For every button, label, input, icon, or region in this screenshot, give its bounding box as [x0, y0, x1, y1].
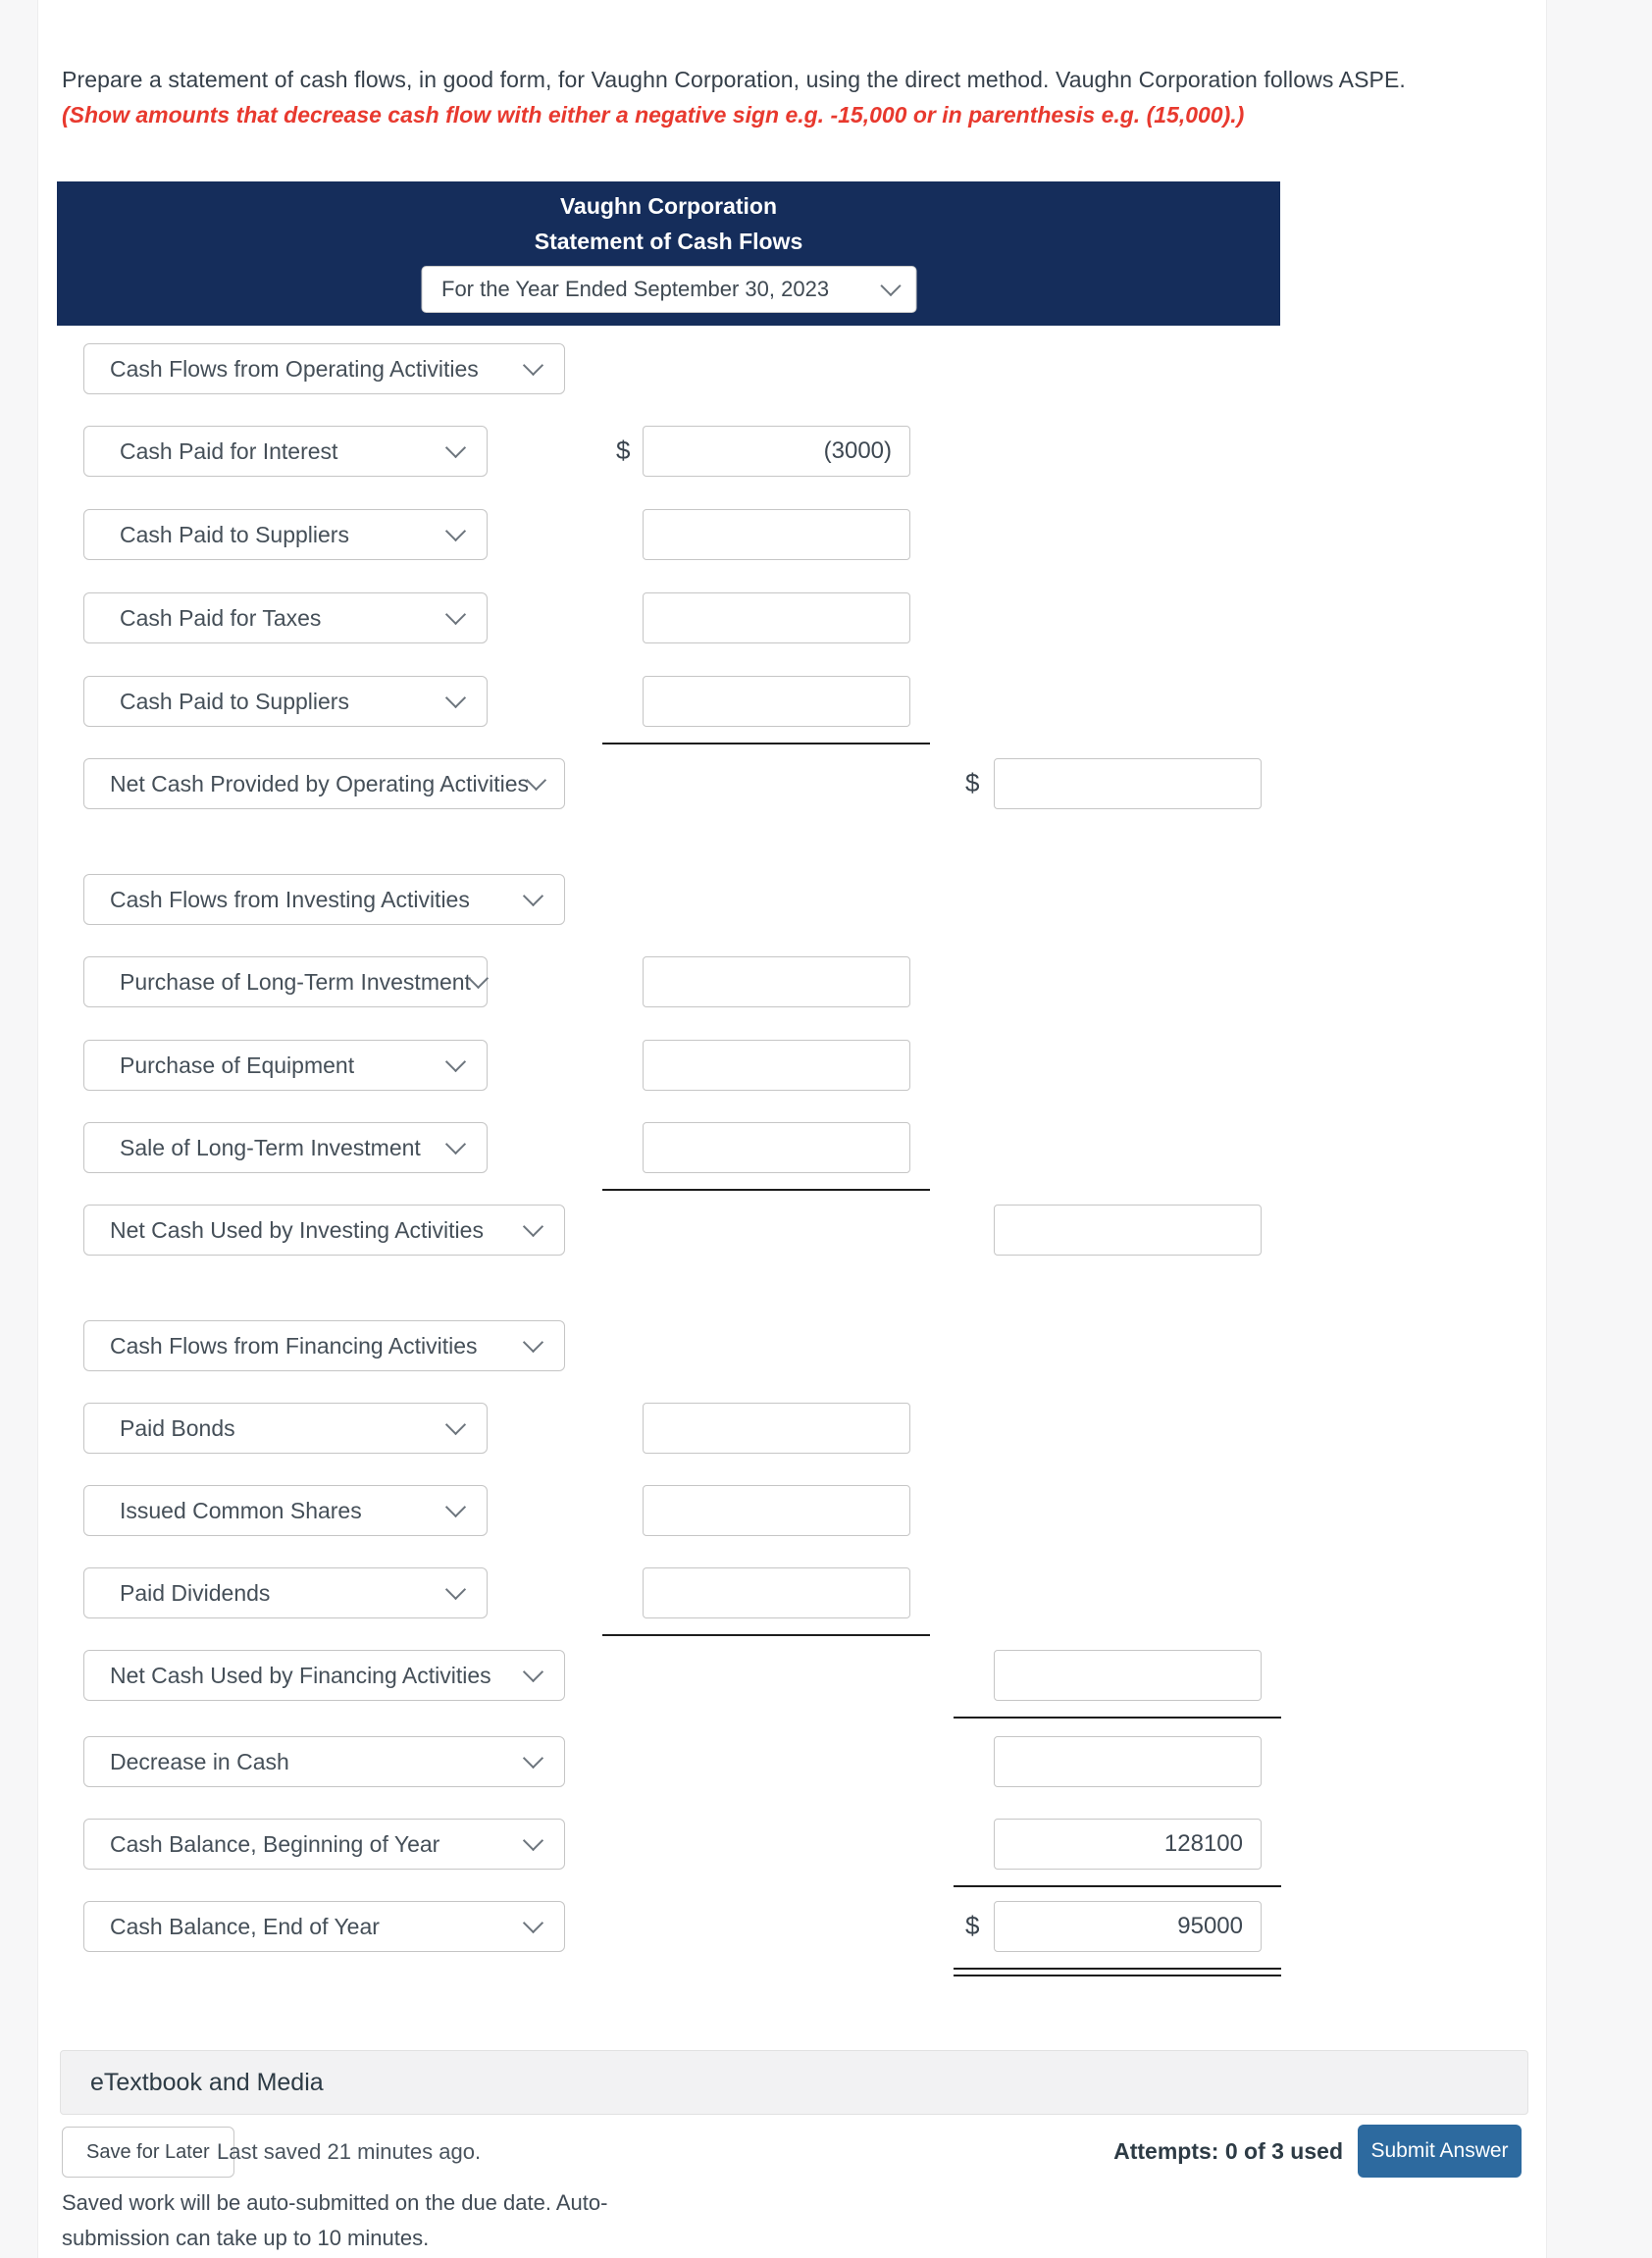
- statement-row: [38, 758, 1548, 809]
- statement-row: [38, 1736, 1548, 1787]
- statement-row: [38, 1205, 1548, 1256]
- amount-input-net-operating[interactable]: [994, 758, 1262, 809]
- account-select-label: Net Cash Used by Financing Activities: [110, 1662, 491, 1688]
- account-select-sale-lti[interactable]: [83, 1122, 488, 1173]
- statement-row: [38, 592, 1548, 643]
- period-dropdown-value: For the Year Ended September 30, 2023: [441, 277, 830, 301]
- statement-row: [38, 874, 1548, 925]
- account-select-label: Cash Balance, End of Year: [110, 1913, 380, 1939]
- amount-input-suppliers-1[interactable]: [643, 509, 910, 560]
- chevron-down-icon: [445, 1134, 466, 1155]
- amount-input-ending-balance[interactable]: [994, 1901, 1262, 1952]
- chevron-down-icon: [523, 1332, 543, 1353]
- statement-row: [38, 1320, 1548, 1371]
- question-card: [37, 0, 1547, 2258]
- autosave-note: Saved work will be auto-submitted on the due date. Auto-submission can take up to 10 minutes.: [62, 2190, 608, 2250]
- account-select-operating-header[interactable]: [83, 343, 565, 394]
- account-select-label: Paid Dividends: [120, 1579, 271, 1606]
- double-underline: [954, 1968, 1281, 1970]
- amount-input-purchase-equipment[interactable]: [643, 1040, 910, 1091]
- account-select-label: Cash Paid to Suppliers: [120, 688, 349, 714]
- account-select-label: Purchase of Equipment: [120, 1052, 355, 1078]
- account-select-net-investing[interactable]: [83, 1205, 565, 1256]
- question-instructions-note: (Show amounts that decrease cash flow with either a negative sign e.g. -15,000 or in parenthesis e.g. (15,000).): [62, 102, 1245, 128]
- subtotal-rule: [602, 743, 930, 744]
- amount-input-issued-shares[interactable]: [643, 1485, 910, 1536]
- account-select-purchase-equipment[interactable]: [83, 1040, 488, 1091]
- chevron-down-icon: [445, 521, 466, 541]
- account-select-label: Issued Common Shares: [120, 1497, 362, 1523]
- amount-input-suppliers-2[interactable]: [643, 676, 910, 727]
- statement-row: [38, 956, 1548, 1007]
- statement-row: [38, 1040, 1548, 1091]
- dollar-sign: $: [965, 768, 980, 797]
- account-select-investing-header[interactable]: [83, 874, 565, 925]
- account-select-net-financing[interactable]: [83, 1650, 565, 1701]
- double-underline: [954, 1975, 1281, 1976]
- account-select-net-operating[interactable]: [83, 758, 565, 809]
- subtotal-rule: [602, 1189, 930, 1191]
- question-instructions: Prepare a statement of cash flows, in good form, for Vaughn Corporation, using the direct method. Vaughn Corporation follows ASPE.: [62, 67, 1406, 92]
- subtotal-rule: [602, 1634, 930, 1636]
- account-select-label: Cash Paid to Suppliers: [120, 521, 349, 547]
- amount-input-beginning-balance[interactable]: [994, 1819, 1262, 1870]
- statement-row: [38, 676, 1548, 727]
- account-select-paid-bonds[interactable]: [83, 1403, 488, 1454]
- amount-input-purchase-lti[interactable]: [643, 956, 910, 1007]
- statement-row: [38, 509, 1548, 560]
- attempts-counter: Attempts: 0 of 3 used: [1113, 2138, 1343, 2164]
- account-select-decrease-cash[interactable]: [83, 1736, 565, 1787]
- account-select-interest[interactable]: [83, 426, 488, 477]
- statement-row: [38, 1567, 1548, 1618]
- account-select-beginning-balance[interactable]: [83, 1819, 565, 1870]
- statement-row: [38, 1403, 1548, 1454]
- amount-input-net-financing[interactable]: [994, 1650, 1262, 1701]
- chevron-down-icon: [880, 276, 901, 296]
- dollar-sign: $: [965, 1911, 980, 1940]
- etextbook-media-label: eTextbook and Media: [90, 2068, 324, 2096]
- subtotal-rule: [954, 1885, 1281, 1887]
- subtotal-rule: [954, 1717, 1281, 1719]
- amount-input-paid-dividends[interactable]: [643, 1567, 910, 1618]
- chevron-down-icon: [523, 1662, 543, 1682]
- chevron-down-icon: [523, 355, 543, 376]
- chevron-down-icon: [445, 1497, 466, 1517]
- amount-input-interest[interactable]: [643, 426, 910, 477]
- submit-answer-button[interactable]: [1358, 2125, 1522, 2178]
- etextbook-media-bar[interactable]: [60, 2050, 1528, 2115]
- chevron-down-icon: [445, 604, 466, 625]
- account-select-label: Cash Flows from Investing Activities: [110, 886, 470, 912]
- chevron-down-icon: [445, 1414, 466, 1435]
- account-select-label: Cash Paid for Interest: [120, 437, 338, 464]
- statement-row: [38, 426, 1548, 477]
- chevron-down-icon: [523, 1748, 543, 1769]
- statement-title: Statement of Cash Flows: [534, 229, 803, 254]
- statement-row: [38, 343, 1548, 394]
- chevron-down-icon: [468, 968, 489, 989]
- chevron-down-icon: [445, 688, 466, 708]
- company-name: Vaughn Corporation: [559, 193, 778, 219]
- amount-input-sale-lti[interactable]: [643, 1122, 910, 1173]
- account-select-suppliers-2[interactable]: [83, 676, 488, 727]
- account-select-financing-header[interactable]: [83, 1320, 565, 1371]
- account-select-label: Purchase of Long-Term Investment: [120, 968, 471, 995]
- account-select-suppliers-1[interactable]: [83, 509, 488, 560]
- save-for-later-label: Save for Later: [86, 2140, 210, 2163]
- account-select-label: Cash Flows from Operating Activities: [110, 355, 479, 382]
- amount-input-paid-bonds[interactable]: [643, 1403, 910, 1454]
- amount-input-taxes[interactable]: [643, 592, 910, 643]
- statement-header: [57, 181, 1280, 326]
- statement-row: [38, 1650, 1548, 1701]
- account-select-label: Net Cash Used by Investing Activities: [110, 1216, 484, 1243]
- account-select-purchase-lti[interactable]: [83, 956, 488, 1007]
- submit-answer-label: Submit Answer: [1370, 2139, 1509, 2162]
- amount-input-decrease-cash[interactable]: [994, 1736, 1262, 1787]
- account-select-label: Net Cash Provided by Operating Activities: [110, 770, 529, 796]
- chevron-down-icon: [445, 437, 466, 458]
- chevron-down-icon: [523, 1830, 543, 1851]
- account-select-taxes[interactable]: [83, 592, 488, 643]
- statement-row: [38, 1485, 1548, 1536]
- period-dropdown[interactable]: [421, 266, 916, 313]
- account-select-label: Paid Bonds: [120, 1414, 235, 1441]
- statement-row: [38, 1122, 1548, 1173]
- account-select-ending-balance[interactable]: [83, 1901, 565, 1952]
- chevron-down-icon: [445, 1052, 466, 1072]
- statement-row: [38, 1819, 1548, 1870]
- account-select-label: Cash Flows from Financing Activities: [110, 1332, 478, 1359]
- account-select-label: Decrease in Cash: [110, 1748, 289, 1774]
- account-select-paid-dividends[interactable]: [83, 1567, 488, 1618]
- last-saved-status: Last saved 21 minutes ago.: [217, 2139, 482, 2164]
- account-select-label: Sale of Long-Term Investment: [120, 1134, 421, 1160]
- chevron-down-icon: [523, 886, 543, 906]
- save-for-later-button[interactable]: [62, 2127, 234, 2178]
- account-select-issued-shares[interactable]: [83, 1485, 488, 1536]
- amount-input-net-investing[interactable]: [994, 1205, 1262, 1256]
- dollar-sign: $: [616, 436, 631, 465]
- chevron-down-icon: [526, 770, 546, 791]
- statement-row: [38, 1901, 1548, 1952]
- chevron-down-icon: [523, 1913, 543, 1933]
- chevron-down-icon: [445, 1579, 466, 1600]
- chevron-down-icon: [523, 1216, 543, 1237]
- account-select-label: Cash Balance, Beginning of Year: [110, 1830, 440, 1857]
- account-select-label: Cash Paid for Taxes: [120, 604, 322, 631]
